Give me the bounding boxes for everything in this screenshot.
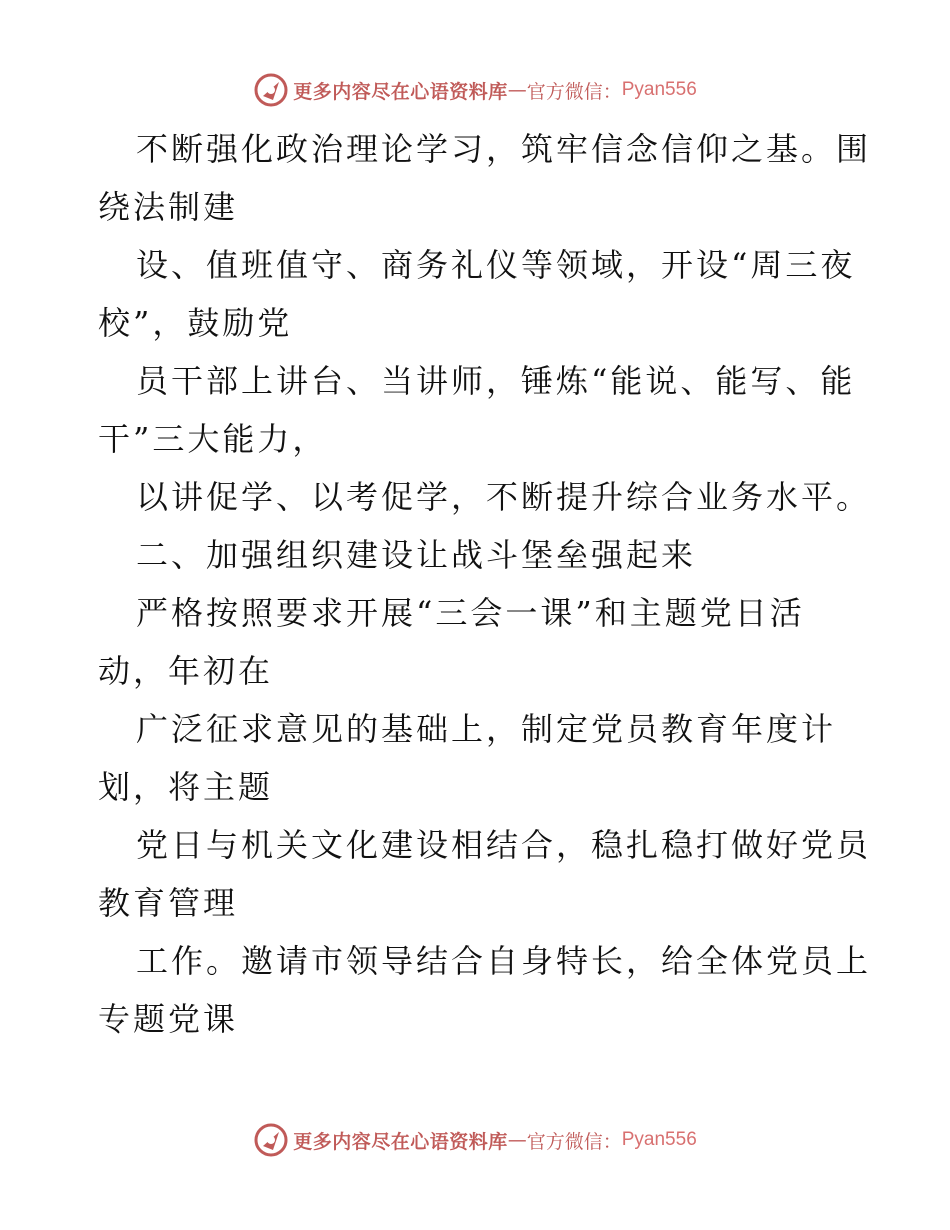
banner-dash: — xyxy=(507,79,527,101)
banner-wechat-id: Pyan556 xyxy=(621,1129,697,1150)
logo-icon xyxy=(253,1122,289,1158)
banner-wechat-id: Pyan556 xyxy=(621,79,697,100)
banner-main-text: 更多内容尽在心语资料库 xyxy=(293,80,508,103)
text-line: 以讲促学、以考促学，不断提升综合业务水平。 xyxy=(136,478,872,516)
text-line: 员干部上讲台、当讲师，锤炼“能说、能写、能 xyxy=(136,362,856,400)
text-line: 校”，鼓励党 xyxy=(98,304,293,342)
banner-wechat-label: 官方微信： xyxy=(526,80,622,103)
text-line: 广泛征求意见的基础上，制定党员教育年度计 xyxy=(136,710,837,748)
text-line: 教育管理 xyxy=(98,884,239,922)
text-line: 动，年初在 xyxy=(98,652,274,690)
text-line: 绕法制建 xyxy=(98,188,239,226)
text-line: 严格按照要求开展“三会一课”和主题党日活 xyxy=(136,594,805,632)
text-line: 设、值班值守、商务礼仪等领域，开设“周三夜 xyxy=(136,246,856,284)
header-banner xyxy=(0,70,950,110)
banner-main-text: 更多内容尽在心语资料库 xyxy=(293,1130,508,1153)
text-line: 工作。邀请市领导结合自身特长，给全体党员上 xyxy=(136,942,872,980)
document-body xyxy=(98,120,872,1048)
text-line: 专题党课 xyxy=(98,1000,239,1038)
logo-icon xyxy=(253,72,289,108)
text-line: 划，将主题 xyxy=(98,768,274,806)
text-line: 党日与机关文化建设相结合，稳扎稳打做好党员 xyxy=(136,826,872,864)
section-heading: 二、加强组织建设让战斗堡垒强起来 xyxy=(136,536,697,574)
banner-wechat-label: 官方微信： xyxy=(526,1130,622,1153)
text-line: 不断强化政治理论学习，筑牢信念信仰之基。围 xyxy=(136,130,872,168)
banner-dash: — xyxy=(507,1129,527,1151)
text-line: 干”三大能力， xyxy=(98,420,328,458)
footer-banner xyxy=(0,1120,950,1160)
